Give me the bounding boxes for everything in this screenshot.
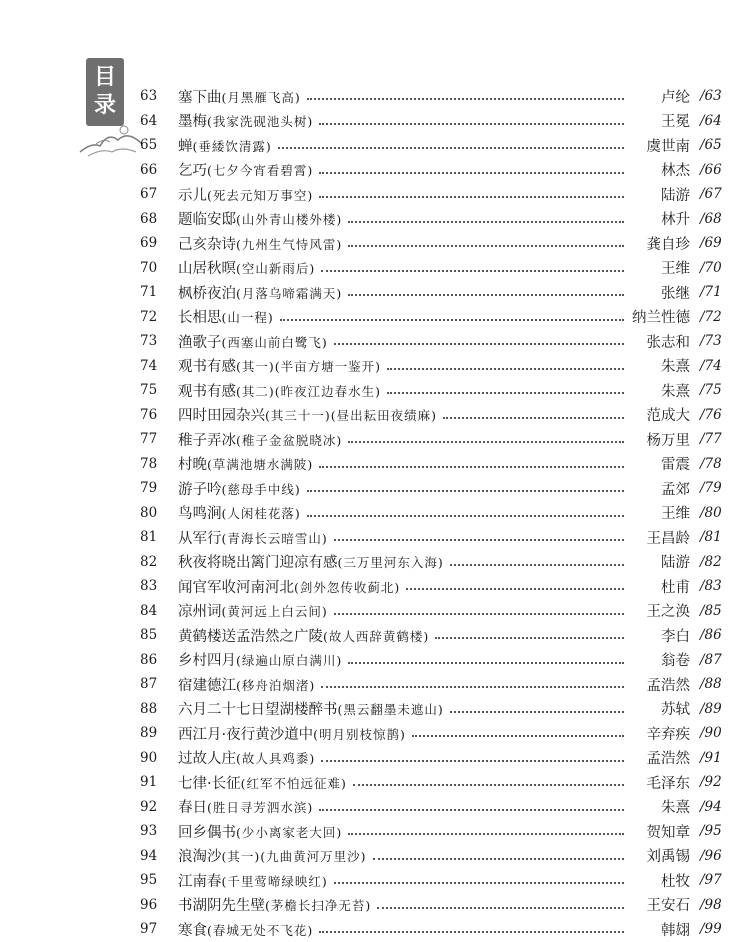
poem-first-line: (垂緌饮清露) (192, 138, 272, 154)
entry-page: /63 (700, 88, 722, 105)
entry-title (178, 527, 328, 548)
entry-page: /70 (700, 259, 722, 276)
poem-title: 四时田园杂兴 (178, 408, 265, 425)
table-of-contents (140, 84, 730, 942)
entry-number: 78 (140, 455, 158, 472)
poem-first-line: (绿遍山原白满川) (236, 653, 343, 669)
badge-char-1: 目 (93, 65, 116, 90)
entry-number: 73 (140, 333, 158, 350)
poem-title: 稚子弄冰 (178, 432, 236, 449)
entry-number: 75 (140, 382, 158, 399)
toc-entry[interactable] (140, 868, 730, 893)
poem-first-line: (剑外忽传收蓟北) (294, 579, 401, 595)
entry-number: 86 (140, 651, 158, 668)
entry-title (178, 772, 347, 793)
dot-leader (406, 586, 624, 590)
entry-number: 66 (140, 161, 158, 178)
entry-number: 93 (140, 823, 158, 840)
poem-title: 过故人庄 (178, 751, 236, 768)
poem-title: 秋夜将晓出篱门迎凉有感 (178, 555, 338, 572)
poem-title: 闻官军收河南河北 (178, 579, 294, 596)
entry-number: 67 (140, 186, 158, 203)
dot-leader (450, 709, 624, 713)
poem-first-line: (明月别枝惊鹊) (313, 726, 406, 742)
dot-leader (321, 758, 624, 762)
entry-number: 94 (140, 847, 158, 864)
entry-number: 68 (140, 210, 158, 227)
entry-page: /71 (700, 284, 722, 301)
poem-title: 乞巧 (178, 163, 207, 180)
dot-leader (377, 905, 624, 909)
poem-title: 题临安邸 (178, 212, 236, 229)
entry-page: /67 (700, 186, 722, 203)
entry-number: 81 (140, 529, 158, 546)
poem-title: 墨梅 (178, 114, 207, 131)
entry-page: /72 (700, 308, 722, 325)
toc-entry[interactable] (140, 501, 730, 526)
entry-title (178, 86, 301, 107)
entry-page: /92 (700, 774, 722, 791)
entry-number: 90 (140, 749, 158, 766)
entry-page: /88 (700, 676, 722, 693)
entry-author: 范成大 (646, 408, 690, 425)
entry-number: 69 (140, 235, 158, 252)
entry-author: 孟浩然 (646, 677, 690, 694)
entry-title (178, 110, 313, 131)
poem-first-line: (西塞山前白鹭飞) (221, 334, 328, 350)
entry-title (178, 380, 381, 401)
entry-page: /89 (700, 700, 722, 717)
dot-leader (387, 366, 624, 370)
toc-entry[interactable] (140, 648, 730, 673)
entry-page: /94 (700, 798, 722, 815)
entry-author: 朱熹 (661, 359, 690, 376)
entry-author: 王之涣 (646, 604, 690, 621)
entry-author: 杜甫 (661, 579, 690, 596)
toc-entry[interactable] (140, 623, 730, 648)
dot-leader (348, 660, 624, 664)
poem-title: 浪淘沙 (178, 849, 222, 866)
entry-number: 97 (140, 921, 158, 938)
poem-first-line: (其一)(九曲黄河万里沙) (221, 849, 367, 865)
entry-title (178, 502, 301, 523)
entry-title (178, 159, 313, 180)
entry-title (178, 429, 342, 450)
poem-first-line: (我家洗砚池头树) (207, 114, 314, 130)
entry-title (178, 796, 313, 817)
entry-number: 96 (140, 896, 158, 913)
poem-first-line: (人闲桂花落) (221, 506, 301, 522)
dot-leader (353, 782, 624, 786)
poem-first-line: (草满池塘水满陂) (207, 457, 314, 473)
entry-number: 83 (140, 578, 158, 595)
poem-title: 己亥杂诗 (178, 236, 236, 253)
toc-entry[interactable] (140, 550, 730, 575)
poem-first-line: (青海长云暗雪山) (221, 530, 328, 546)
entry-number: 64 (140, 112, 158, 129)
toc-entry[interactable] (140, 770, 730, 795)
poem-title: 西江月·夜行黄沙道中 (178, 726, 314, 743)
dot-leader (334, 611, 624, 615)
entry-title (178, 600, 328, 621)
dot-leader (412, 733, 624, 737)
entry-number: 76 (140, 406, 158, 423)
entry-author: 孟郊 (661, 481, 690, 498)
toc-entry[interactable] (140, 452, 730, 477)
entry-title (178, 894, 371, 915)
toc-entry[interactable] (140, 403, 730, 428)
toc-entry[interactable] (140, 84, 730, 109)
entry-author: 卢纶 (661, 89, 690, 106)
entry-title (178, 233, 342, 254)
entry-page: /76 (700, 406, 722, 423)
dot-leader (373, 856, 624, 860)
entry-page: /81 (700, 529, 722, 546)
poem-first-line: (故人具鸡黍) (236, 751, 316, 767)
entry-author: 林杰 (661, 163, 690, 180)
entry-author: 陆游 (661, 187, 690, 204)
poem-title: 村晚 (178, 457, 207, 474)
entry-author: 虞世南 (646, 138, 690, 155)
entry-number: 87 (140, 676, 158, 693)
entry-author: 翁卷 (661, 653, 690, 670)
entry-page: /64 (700, 112, 722, 129)
toc-entry[interactable] (140, 697, 730, 722)
entry-page: /77 (700, 431, 722, 448)
toc-entry[interactable] (140, 354, 730, 379)
entry-author: 王安石 (646, 898, 690, 915)
entry-author: 韩翃 (661, 922, 690, 939)
entry-author: 李白 (661, 628, 690, 645)
entry-author: 林升 (661, 212, 690, 229)
dot-leader (443, 415, 624, 419)
poem-title: 塞下曲 (178, 89, 222, 106)
badge-char-2: 录 (93, 93, 116, 118)
dot-leader (321, 268, 624, 272)
toc-entry[interactable] (140, 427, 730, 452)
entry-number: 63 (140, 88, 158, 105)
poem-title: 长相思 (178, 310, 222, 327)
entry-page: /99 (700, 921, 722, 938)
poem-title: 从军行 (178, 530, 222, 547)
toc-entry[interactable] (140, 844, 730, 869)
toc-entry[interactable] (140, 574, 730, 599)
entry-number: 70 (140, 259, 158, 276)
poem-title: 渔歌子 (178, 334, 222, 351)
dot-leader (319, 170, 624, 174)
dot-leader (435, 635, 624, 639)
toc-entry[interactable] (140, 795, 730, 820)
poem-title: 七律·长征 (178, 775, 241, 792)
poem-first-line: (红军不怕远征难) (240, 775, 347, 791)
entry-author: 杜牧 (661, 873, 690, 890)
entry-page: /80 (700, 504, 722, 521)
toc-entry[interactable] (140, 305, 730, 330)
poem-title: 凉州词 (178, 604, 222, 621)
poem-title: 游子吟 (178, 481, 222, 498)
dot-leader (348, 292, 624, 296)
entry-title (178, 576, 400, 597)
entry-page: /98 (700, 896, 722, 913)
entry-page: /82 (700, 553, 722, 570)
dot-leader (319, 194, 624, 198)
dot-leader (348, 243, 624, 247)
entry-page: /65 (700, 137, 722, 154)
entry-number: 95 (140, 872, 158, 889)
entry-number: 77 (140, 431, 158, 448)
entry-number: 91 (140, 774, 158, 791)
entry-number: 82 (140, 553, 158, 570)
poem-first-line: (春城无处不飞花) (207, 922, 314, 938)
entry-author: 王冕 (661, 114, 690, 131)
dot-leader (334, 880, 624, 884)
poem-first-line: (九州生气恃风雷) (236, 236, 343, 252)
toc-badge (86, 58, 124, 126)
toc-entry[interactable] (140, 256, 730, 281)
entry-author: 贺知章 (646, 824, 690, 841)
entry-author: 杨万里 (646, 432, 690, 449)
poem-first-line: (山外青山楼外楼) (236, 212, 343, 228)
entry-title (178, 306, 274, 327)
entry-number: 85 (140, 627, 158, 644)
entry-title (178, 551, 444, 572)
entry-author: 龚自珍 (646, 236, 690, 253)
toc-entry[interactable] (140, 721, 730, 746)
toc-entry[interactable] (140, 109, 730, 134)
entry-title (178, 919, 313, 940)
poem-title: 宿建德江 (178, 677, 236, 694)
dot-leader (334, 341, 624, 345)
dot-leader (321, 684, 624, 688)
entry-author: 王维 (661, 506, 690, 523)
entry-author: 刘禹锡 (646, 849, 690, 866)
entry-page: /87 (700, 651, 722, 668)
poem-first-line: (茅檐长扫净无苔) (265, 898, 372, 914)
entry-title (178, 649, 342, 670)
poem-title: 蝉 (178, 138, 193, 155)
entry-number: 89 (140, 725, 158, 742)
poem-first-line: (慈母手中线) (221, 481, 301, 497)
toc-entry[interactable] (140, 819, 730, 844)
toc-entry[interactable] (140, 476, 730, 501)
poem-first-line: (其二)(昨夜江边春水生) (236, 383, 382, 399)
entry-title (178, 698, 444, 719)
poem-title: 黄鹤楼送孟浩然之广陵 (178, 628, 323, 645)
toc-entry[interactable] (140, 378, 730, 403)
entry-page: /74 (700, 357, 722, 374)
dot-leader (348, 439, 624, 443)
poem-title: 观书有感 (178, 359, 236, 376)
poem-first-line: (月落乌啼霜满天) (236, 285, 343, 301)
entry-title (178, 845, 367, 866)
toc-entry[interactable] (140, 182, 730, 207)
entry-page: /86 (700, 627, 722, 644)
toc-entry[interactable] (140, 525, 730, 550)
poem-title: 春日 (178, 800, 207, 817)
dot-leader (334, 537, 624, 541)
poem-title: 乡村四月 (178, 653, 236, 670)
poem-first-line: (空山新雨后) (236, 261, 316, 277)
entry-page: /75 (700, 382, 722, 399)
poem-first-line: (山一程) (221, 310, 274, 326)
poem-title: 回乡偶书 (178, 824, 236, 841)
entry-page: /68 (700, 210, 722, 227)
entry-page: /85 (700, 602, 722, 619)
toc-entry[interactable] (140, 280, 730, 305)
poem-first-line: (少小离家老大回) (236, 824, 343, 840)
entry-title (178, 453, 313, 474)
entry-page: /97 (700, 872, 722, 889)
poem-first-line: (月黑雁飞高) (221, 89, 301, 105)
toc-entry[interactable] (140, 133, 730, 158)
entry-author: 苏轼 (661, 702, 690, 719)
entry-number: 79 (140, 480, 158, 497)
entry-author: 陆游 (661, 555, 690, 572)
entry-title (178, 135, 272, 156)
entry-title (178, 870, 328, 891)
entry-author: 辛弃疾 (646, 726, 690, 743)
entry-author: 张继 (661, 285, 690, 302)
poem-title: 枫桥夜泊 (178, 285, 236, 302)
poem-first-line: (黑云翻墨未遮山) (337, 702, 444, 718)
entry-author: 孟浩然 (646, 751, 690, 768)
entry-title (178, 282, 342, 303)
toc-entry[interactable] (140, 917, 730, 942)
entry-page: /95 (700, 823, 722, 840)
entry-number: 88 (140, 700, 158, 717)
poem-title: 六月二十七日望湖楼醉书 (178, 702, 338, 719)
dot-leader (319, 807, 624, 811)
toc-entry[interactable] (140, 329, 730, 354)
dot-leader (319, 929, 624, 933)
entry-title (178, 625, 429, 646)
entry-number: 74 (140, 357, 158, 374)
poem-first-line: (其一)(半亩方塘一鉴开) (236, 359, 382, 375)
entry-number: 72 (140, 308, 158, 325)
entry-number: 84 (140, 602, 158, 619)
entry-page: /83 (700, 578, 722, 595)
poem-first-line: (稚子金盆脱晓冰) (236, 432, 343, 448)
entry-title (178, 404, 437, 425)
poem-title: 书湖阴先生壁 (178, 898, 265, 915)
entry-page: /66 (700, 161, 722, 178)
dot-leader (280, 317, 624, 321)
entry-author: 毛泽东 (646, 775, 690, 792)
dot-leader (387, 390, 624, 394)
poem-title: 示儿 (178, 187, 207, 204)
entry-title (178, 331, 328, 352)
entry-author: 纳兰性德 (632, 310, 690, 327)
entry-title (178, 821, 342, 842)
entry-page: /79 (700, 480, 722, 497)
dot-leader (319, 464, 624, 468)
mountain-cloud-icon (78, 122, 144, 160)
entry-title (178, 478, 301, 499)
toc-entry[interactable] (140, 746, 730, 771)
dot-leader (319, 121, 624, 125)
toc-entry[interactable] (140, 599, 730, 624)
entry-title (178, 184, 313, 205)
dot-leader (307, 488, 624, 492)
entry-title (178, 747, 315, 768)
poem-title: 鸟鸣涧 (178, 506, 222, 523)
poem-first-line: (三万里河东入海) (337, 555, 444, 571)
entry-author: 张志和 (646, 334, 690, 351)
entry-page: /96 (700, 847, 722, 864)
entry-page: /69 (700, 235, 722, 252)
toc-entry[interactable] (140, 672, 730, 697)
entry-author: 朱熹 (661, 383, 690, 400)
entry-author: 王维 (661, 261, 690, 278)
entry-author: 雷震 (661, 457, 690, 474)
poem-title: 观书有感 (178, 383, 236, 400)
poem-first-line: (其三十一)(昼出耘田夜绩麻) (265, 408, 438, 424)
entry-number: 80 (140, 504, 158, 521)
poem-first-line: (黄河远上白云间) (221, 604, 328, 620)
poem-first-line: (胜日寻芳泗水滨) (207, 800, 314, 816)
dot-leader (348, 831, 624, 835)
entry-page: /90 (700, 725, 722, 742)
entry-title (178, 723, 406, 744)
entry-author: 王昌龄 (646, 530, 690, 547)
poem-first-line: (千里莺啼绿映红) (221, 873, 328, 889)
poem-first-line: (故人西辞黄鹤楼) (323, 628, 430, 644)
poem-title: 山居秋暝 (178, 261, 236, 278)
entry-title (178, 208, 342, 229)
dot-leader (450, 562, 624, 566)
entry-author: 朱熹 (661, 800, 690, 817)
dot-leader (278, 145, 624, 149)
dot-leader (307, 96, 624, 100)
toc-entry[interactable] (140, 158, 730, 183)
entry-number: 65 (140, 137, 158, 154)
toc-entry[interactable] (140, 893, 730, 918)
entry-title (178, 257, 315, 278)
poem-title: 寒食 (178, 922, 207, 939)
entry-title (178, 355, 381, 376)
toc-entry[interactable] (140, 207, 730, 232)
poem-first-line: (移舟泊烟渚) (236, 677, 316, 693)
entry-page: /73 (700, 333, 722, 350)
entry-number: 71 (140, 284, 158, 301)
entry-page: /91 (700, 749, 722, 766)
dot-leader (348, 219, 624, 223)
poem-first-line: (七夕今宵看碧霄) (207, 163, 314, 179)
toc-entry[interactable] (140, 231, 730, 256)
entry-number: 92 (140, 798, 158, 815)
poem-first-line: (死去元知万事空) (207, 187, 314, 203)
poem-title: 江南春 (178, 873, 222, 890)
entry-page: /78 (700, 455, 722, 472)
dot-leader (307, 513, 624, 517)
entry-title (178, 674, 315, 695)
